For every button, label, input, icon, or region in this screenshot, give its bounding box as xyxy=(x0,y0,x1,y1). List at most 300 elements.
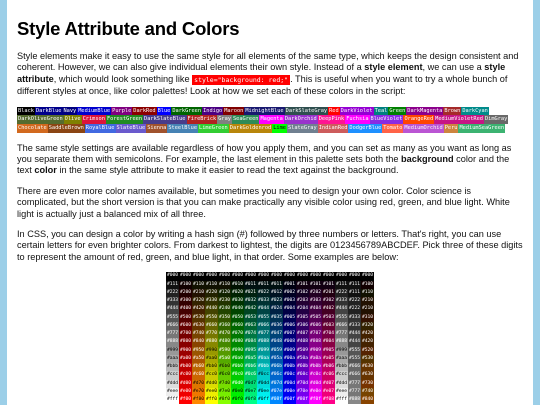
hex-cell: #e07 xyxy=(322,388,335,396)
palette-chip: SteelBlue xyxy=(168,125,198,132)
hex-cell: #444 xyxy=(335,305,348,313)
hex-cell: #024 xyxy=(270,305,283,313)
palette-chip: Gray xyxy=(218,116,231,123)
hex-cell: #c00 xyxy=(179,371,192,379)
hex-cell: #011 xyxy=(244,281,257,289)
hex-cell: #990 xyxy=(205,347,218,355)
palette-chip: Fuchsia xyxy=(346,116,369,123)
palette-chip: MediumSeaGreen xyxy=(459,125,505,132)
hex-cell: #010 xyxy=(231,281,244,289)
hex-cell: #00f xyxy=(283,396,296,404)
hex-cell: #05a xyxy=(270,355,283,363)
palette-chip: MidnightBlue xyxy=(245,107,284,114)
hex-cell: #0cc xyxy=(257,371,270,379)
hex-cell: #302 xyxy=(322,297,335,305)
hex-cell: #120 xyxy=(218,289,231,297)
palette-chip: MediumBlue xyxy=(78,107,111,114)
hex-cell: #e70 xyxy=(192,388,205,396)
hex-cell: #630 xyxy=(361,363,374,371)
palette-chip: Olive xyxy=(64,116,81,123)
hex-cell: #630 xyxy=(361,371,374,379)
hex-cell: #110 xyxy=(205,281,218,289)
hex-cell: #eee xyxy=(166,388,179,396)
hex-cell: #0aa xyxy=(257,355,270,363)
hex-cell: #000 xyxy=(257,272,270,280)
palette-chip: Black xyxy=(18,107,34,114)
hex-cell: #000 xyxy=(218,272,231,280)
hex-cell: #101 xyxy=(322,281,335,289)
palette-chip: SlateBlue xyxy=(116,125,146,132)
palette-chip: SeaGreen xyxy=(232,116,259,123)
hex-color-grid xyxy=(166,272,374,404)
hex-cell: #306 xyxy=(296,322,309,330)
hex-cell: #00a xyxy=(283,355,296,363)
hex-cell: #420 xyxy=(361,330,374,338)
hex-cell: #000 xyxy=(231,272,244,280)
hex-cell: #6c0 xyxy=(218,371,231,379)
hex-cell: #001 xyxy=(283,281,296,289)
hex-cell: #402 xyxy=(322,305,335,313)
palette-chip: MediumOrchid xyxy=(404,125,443,132)
hex-cell: #08f xyxy=(270,396,283,404)
palette-chip: Lime xyxy=(273,125,286,132)
hex-cell: #777 xyxy=(348,388,361,396)
hex-cell: #000 xyxy=(361,272,374,280)
hex-cell: #00e xyxy=(283,388,296,396)
hex-cell: #905 xyxy=(322,347,335,355)
hex-cell: #100 xyxy=(361,281,374,289)
hex-cell: #0c6 xyxy=(244,371,257,379)
hex-cell: #055 xyxy=(257,314,270,322)
hex-cell: #ccc xyxy=(166,371,179,379)
hex-cell: #470 xyxy=(218,330,231,338)
hex-cell: #100 xyxy=(179,281,192,289)
palette-chip: IndianRed xyxy=(318,125,348,132)
palette-chip: DarkSlateBlue xyxy=(144,116,186,123)
hex-cell: #111 xyxy=(348,289,361,297)
hex-cell: #700 xyxy=(179,330,192,338)
hex-cell: #505 xyxy=(309,314,322,322)
hex-cell: #5a0 xyxy=(218,355,231,363)
hex-cell: #999 xyxy=(335,347,348,355)
hex-cell: #b00 xyxy=(179,363,192,371)
hex-cell: #222 xyxy=(348,297,361,305)
hex-cell: #0b6 xyxy=(244,363,257,371)
hex-cell: #000 xyxy=(192,272,205,280)
hex-cell: #00b xyxy=(283,363,296,371)
hex-cell: #444 xyxy=(348,338,361,346)
hex-cell: #210 xyxy=(361,297,374,305)
hex-cell: #0ee xyxy=(257,388,270,396)
hex-cell: #333 xyxy=(166,297,179,305)
hex-cell: #008 xyxy=(283,338,296,346)
hex-cell: #770 xyxy=(205,330,218,338)
hex-cell: #909 xyxy=(309,347,322,355)
hex-cell: #350 xyxy=(218,314,231,322)
hex-cell: #7d0 xyxy=(218,380,231,388)
hex-cell: #aaa xyxy=(166,355,179,363)
hex-cell: #630 xyxy=(192,322,205,330)
palette-chip: BlueViolet xyxy=(370,116,403,123)
palette-chip: Red xyxy=(329,107,339,114)
hex-cell: #099 xyxy=(257,347,270,355)
hex-cell: #555 xyxy=(166,314,179,322)
hex-cell: #0d0 xyxy=(231,380,244,388)
hex-cell: #00c xyxy=(283,371,296,379)
hex-cell: #07e xyxy=(270,388,283,396)
hex-cell: #704 xyxy=(322,330,335,338)
color-science-paragraph: There are even more color names available, but sometimes you need to design your own color. Color science is complicated, but the short version is that you can make practically any visible color using red, green, and blue light. White light is actually just a balanced mix of all three. xyxy=(17,185,510,219)
hex-cell: #408 xyxy=(296,338,309,346)
hex-cell: #666 xyxy=(348,371,361,379)
hex-cell: #011 xyxy=(270,281,283,289)
hex-cell: #ff0 xyxy=(205,396,218,404)
hex-cell: #060 xyxy=(231,322,244,330)
hex-cell: #066 xyxy=(257,322,270,330)
hex-cell: #102 xyxy=(296,289,309,297)
hex-grid-wrap xyxy=(17,272,523,404)
hex-cell: #063 xyxy=(244,322,257,330)
palette-chip: Indigo xyxy=(203,107,223,114)
hex-cell: #310 xyxy=(361,314,374,322)
hex-cell: #048 xyxy=(270,338,283,346)
hex-cell: #002 xyxy=(283,289,296,297)
palette-chip: LimeGreen xyxy=(199,125,228,132)
hex-cell: #606 xyxy=(309,322,322,330)
hex-cell: #080 xyxy=(231,338,244,346)
hex-cell: #ee0 xyxy=(205,388,218,396)
hex-cell: #a50 xyxy=(192,355,205,363)
hex-cell: #009 xyxy=(283,347,296,355)
hex-cell: #110 xyxy=(361,289,374,297)
hex-cell: #550 xyxy=(205,314,218,322)
hex-cell: #030 xyxy=(231,297,244,305)
palette-chip: OrangeRed xyxy=(404,116,434,123)
hex-cell: #60c xyxy=(296,371,309,379)
hex-cell: #053 xyxy=(244,314,257,322)
hex-cell: #0b0 xyxy=(231,363,244,371)
hex-cell: #003 xyxy=(283,297,296,305)
palette-chip: Teal xyxy=(374,107,388,114)
hex-cell: #520 xyxy=(361,347,374,355)
hex-cell: #110 xyxy=(218,281,231,289)
hex-cell: #084 xyxy=(244,338,257,346)
palette-chip: Crimson xyxy=(82,116,105,123)
hex-cell: #888 xyxy=(335,338,348,346)
hex-cell: #fff xyxy=(166,396,179,404)
hex-cell: #000 xyxy=(348,272,361,280)
hex-cell: #000 xyxy=(283,272,296,280)
page-title: Style Attribute and Colors xyxy=(17,18,240,39)
hex-cell: #222 xyxy=(166,289,179,297)
palette-chip: DarkGoldenrod xyxy=(229,125,272,132)
hex-cell: #509 xyxy=(296,347,309,355)
palette-chip: Magenta xyxy=(260,116,283,123)
hex-cell: #bbb xyxy=(335,363,348,371)
hex-cell: #044 xyxy=(257,305,270,313)
hex-cell: #012 xyxy=(270,289,283,297)
hex-cell: #b0b xyxy=(309,363,322,371)
hex-cell: #777 xyxy=(348,380,361,388)
palette-chip: DarkOliveGreen xyxy=(18,116,63,123)
hex-cell: #840 xyxy=(192,338,205,346)
hex-cell: #f80 xyxy=(192,396,205,404)
hex-cell: #240 xyxy=(218,305,231,313)
hex-cell: #666 xyxy=(348,363,361,371)
hex-cell: #888 xyxy=(348,396,361,404)
hex-cell: #040 xyxy=(231,305,244,313)
hex-cell: #035 xyxy=(270,314,283,322)
palette-chip: DodgerBlue xyxy=(349,125,382,132)
hex-cell: #400 xyxy=(179,305,192,313)
hex-cell: #590 xyxy=(218,347,231,355)
hex-cell: #0c0 xyxy=(231,371,244,379)
hex-cell: #444 xyxy=(166,305,179,313)
hex-cell: #101 xyxy=(309,281,322,289)
hex-intro-paragraph: In CSS, you can design a color by writing a hash sign (#) followed by three numbers or letters. That's right, you can use certain letters for even brighter colors. From darkest to lightest, the digits are 0123456789ABCDEF. Pick three of these digits to represent the amount of red, green, and blue light, in that order. Some examples are below: xyxy=(17,229,523,262)
hex-cell: #000 xyxy=(179,272,192,280)
hex-cell: #004 xyxy=(283,305,296,313)
hex-cell: #950 xyxy=(192,347,205,355)
hex-cell: #500 xyxy=(179,314,192,322)
hex-cell: #101 xyxy=(296,281,309,289)
hex-cell: #022 xyxy=(257,289,270,297)
hex-cell: #f08 xyxy=(322,396,335,404)
hex-cell: #333 xyxy=(348,314,361,322)
hex-cell: #900 xyxy=(179,347,192,355)
hex-cell: #aa0 xyxy=(205,355,218,363)
hex-cell: #036 xyxy=(270,322,283,330)
hex-cell: #530 xyxy=(361,355,374,363)
semicolon-paragraph: The same style settings are available regardless of how you apply them, and you can set as many as you want as long as you separate them with semicolons. For example, the last element in this palette sets both the background color and the text color in the same style attribute to make it easier to read the text against the background. xyxy=(17,142,512,176)
palette-chip: DarkViolet xyxy=(340,107,373,114)
hex-cell: #088 xyxy=(257,338,270,346)
palette-chip: FireBrick xyxy=(187,116,217,123)
color-palette xyxy=(17,107,523,133)
hex-cell: #70d xyxy=(296,380,309,388)
hex-cell: #020 xyxy=(231,289,244,297)
palette-chip: DarkCyan xyxy=(462,107,488,114)
palette-chip: ForestGreen xyxy=(106,116,143,123)
hex-cell: #555 xyxy=(348,355,361,363)
hex-cell: #666 xyxy=(335,322,348,330)
hex-cell: #111 xyxy=(348,281,361,289)
hex-cell: #c0c xyxy=(309,371,322,379)
hex-cell: #0dd xyxy=(257,380,270,388)
hex-cell: #059 xyxy=(270,347,283,355)
hex-cell: #333 xyxy=(348,322,361,330)
hex-cell: #777 xyxy=(166,330,179,338)
hex-cell: #320 xyxy=(192,297,205,305)
hex-cell: #eee xyxy=(335,388,348,396)
hex-cell: #420 xyxy=(361,338,374,346)
hex-cell: #0f8 xyxy=(244,396,257,404)
hex-cell: #111 xyxy=(335,281,348,289)
hex-cell: #021 xyxy=(244,289,257,297)
hex-cell: #000 xyxy=(205,272,218,280)
hex-cell: #007 xyxy=(283,330,296,338)
hex-cell: #777 xyxy=(335,330,348,338)
hex-cell: #b60 xyxy=(192,363,205,371)
hex-cell: #f0f xyxy=(309,396,322,404)
hex-cell: #0e7 xyxy=(244,388,257,396)
hex-cell: #0e0 xyxy=(231,388,244,396)
palette-chip: Brown xyxy=(444,107,461,114)
hex-cell: #222 xyxy=(335,289,348,297)
hex-cell: #cc0 xyxy=(205,371,218,379)
hex-cell: #011 xyxy=(257,281,270,289)
hex-cell: #407 xyxy=(296,330,309,338)
hex-cell: #000 xyxy=(335,272,348,280)
hex-cell: #0ff xyxy=(257,396,270,404)
hex-cell: #320 xyxy=(361,322,374,330)
hex-cell: #0d7 xyxy=(244,380,257,388)
palette-chip: DarkOrchid xyxy=(284,116,317,123)
hex-cell: #204 xyxy=(296,305,309,313)
hex-cell: #440 xyxy=(205,305,218,313)
hex-cell: #090 xyxy=(231,347,244,355)
hex-cell: #000 xyxy=(296,272,309,280)
hex-cell: #000 xyxy=(270,272,283,280)
palette-chip: Navy xyxy=(63,107,77,114)
hex-cell: #111 xyxy=(166,281,179,289)
hex-cell: #000 xyxy=(309,272,322,280)
palette-chip: SaddleBrown xyxy=(48,125,84,132)
hex-cell: #6b0 xyxy=(218,363,231,371)
hex-cell: #740 xyxy=(192,330,205,338)
hex-cell: #c60 xyxy=(192,371,205,379)
hex-cell: #70e xyxy=(296,388,309,396)
hex-cell: #032 xyxy=(244,297,257,305)
palette-chip: Sienna xyxy=(147,125,167,132)
hex-cell: #000 xyxy=(322,272,335,280)
palette-chip: DarkSlateGray xyxy=(285,107,328,114)
hex-cell: #00d xyxy=(283,380,296,388)
hex-cell: #07d xyxy=(270,380,283,388)
hex-cell: #005 xyxy=(283,314,296,322)
hex-cell: #420 xyxy=(192,305,205,313)
hex-cell: #bb0 xyxy=(205,363,218,371)
hex-cell: #840 xyxy=(361,396,374,404)
hex-cell: #555 xyxy=(335,314,348,322)
palette-chip: Chocolate xyxy=(18,125,47,132)
palette-chip: SlateGray xyxy=(287,125,317,132)
hex-cell: #050 xyxy=(231,314,244,322)
hex-cell: #070 xyxy=(231,330,244,338)
hex-cell: #c06 xyxy=(322,371,335,379)
palette-chip: Tomato xyxy=(383,125,403,132)
hex-cell: #077 xyxy=(257,330,270,338)
hex-cell: #095 xyxy=(244,347,257,355)
palette-chip: RoyalBlue xyxy=(85,125,115,132)
hex-cell: #0a5 xyxy=(244,355,257,363)
hex-cell: #006 xyxy=(283,322,296,330)
hex-cell: #300 xyxy=(179,297,192,305)
hex-cell: #800 xyxy=(179,338,192,346)
hex-cell: #fff xyxy=(335,396,348,404)
hex-cell: #201 xyxy=(322,289,335,297)
hex-cell: #80f xyxy=(296,396,309,404)
hex-cell: #880 xyxy=(205,338,218,346)
hex-cell: #dd0 xyxy=(205,380,218,388)
hex-cell: #600 xyxy=(179,322,192,330)
intro-paragraph: Style elements make it easy to use the same style for all elements of the same type, which keeps the design consistent and coherent. However, we can also give individual elements their own style. Instead of a style element, we can use a style attribute, which would look something like style="background: red;" . This is useful when you want to try a whole bunch of different styles at once, like color palettes! Look at how we set each of these colors in the script: xyxy=(17,51,519,97)
hex-cell: #0f0 xyxy=(231,396,244,404)
hex-cell: #888 xyxy=(166,338,179,346)
hex-cell: #210 xyxy=(192,289,205,297)
hex-cell: #530 xyxy=(192,314,205,322)
hex-cell: #555 xyxy=(348,347,361,355)
hex-cell: #bbb xyxy=(166,363,179,371)
hex-cell: #220 xyxy=(205,289,218,297)
hex-cell: #a00 xyxy=(179,355,192,363)
hex-cell: #603 xyxy=(322,322,335,330)
palette-chip: Green xyxy=(389,107,406,114)
hex-cell: #047 xyxy=(270,330,283,338)
hex-cell: #e00 xyxy=(179,388,192,396)
hex-cell: #e0e xyxy=(309,388,322,396)
hex-cell: #d07 xyxy=(322,380,335,388)
hex-cell: #06b xyxy=(270,363,283,371)
palette-chip: DimGray xyxy=(484,116,508,123)
palette-chip: MediumVioletRed xyxy=(435,116,483,123)
hex-cell: #7e0 xyxy=(218,388,231,396)
palette-chip: Blue xyxy=(157,107,171,114)
hex-cell: #730 xyxy=(361,380,374,388)
hex-cell: #0a0 xyxy=(231,355,244,363)
palette-chip: DarkMagenta xyxy=(407,107,443,114)
hex-cell: #023 xyxy=(270,297,283,305)
hex-cell: #333 xyxy=(335,297,348,305)
hex-cell: #f00 xyxy=(179,396,192,404)
hex-cell: #660 xyxy=(205,322,218,330)
hex-cell: #444 xyxy=(348,330,361,338)
hex-cell: #033 xyxy=(257,297,270,305)
palette-chip: DarkGreen xyxy=(172,107,202,114)
hex-cell: #305 xyxy=(296,314,309,322)
hex-cell: #aaa xyxy=(335,355,348,363)
hex-cell: #110 xyxy=(192,281,205,289)
palette-chip: Maroon xyxy=(224,107,244,114)
palette-chip: Purple xyxy=(112,107,132,114)
hex-cell: #200 xyxy=(179,289,192,297)
hex-cell: #480 xyxy=(218,338,231,346)
palette-chip: DarkRed xyxy=(133,107,156,114)
document-page xyxy=(7,0,533,405)
hex-cell: #ccc xyxy=(335,371,348,379)
hex-cell: #999 xyxy=(166,347,179,355)
hex-cell: #666 xyxy=(166,322,179,330)
hex-cell: #303 xyxy=(309,297,322,305)
hex-cell: #06c xyxy=(270,371,283,379)
hex-cell: #ddd xyxy=(335,380,348,388)
hex-cell: #230 xyxy=(218,297,231,305)
hex-cell: #0bb xyxy=(257,363,270,371)
hex-cell: #074 xyxy=(244,330,257,338)
hex-cell: #ddd xyxy=(166,380,179,388)
hex-cell: #740 xyxy=(361,388,374,396)
hex-cell: #404 xyxy=(309,305,322,313)
hex-cell: #b06 xyxy=(322,363,335,371)
hex-cell: #042 xyxy=(244,305,257,313)
hex-cell: #360 xyxy=(218,322,231,330)
hex-cell: #707 xyxy=(309,330,322,338)
hex-cell: #203 xyxy=(296,297,309,305)
hex-cell: #50a xyxy=(296,355,309,363)
hex-cell: #d00 xyxy=(179,380,192,388)
hex-cell: #8f0 xyxy=(218,396,231,404)
hex-cell: #210 xyxy=(361,305,374,313)
